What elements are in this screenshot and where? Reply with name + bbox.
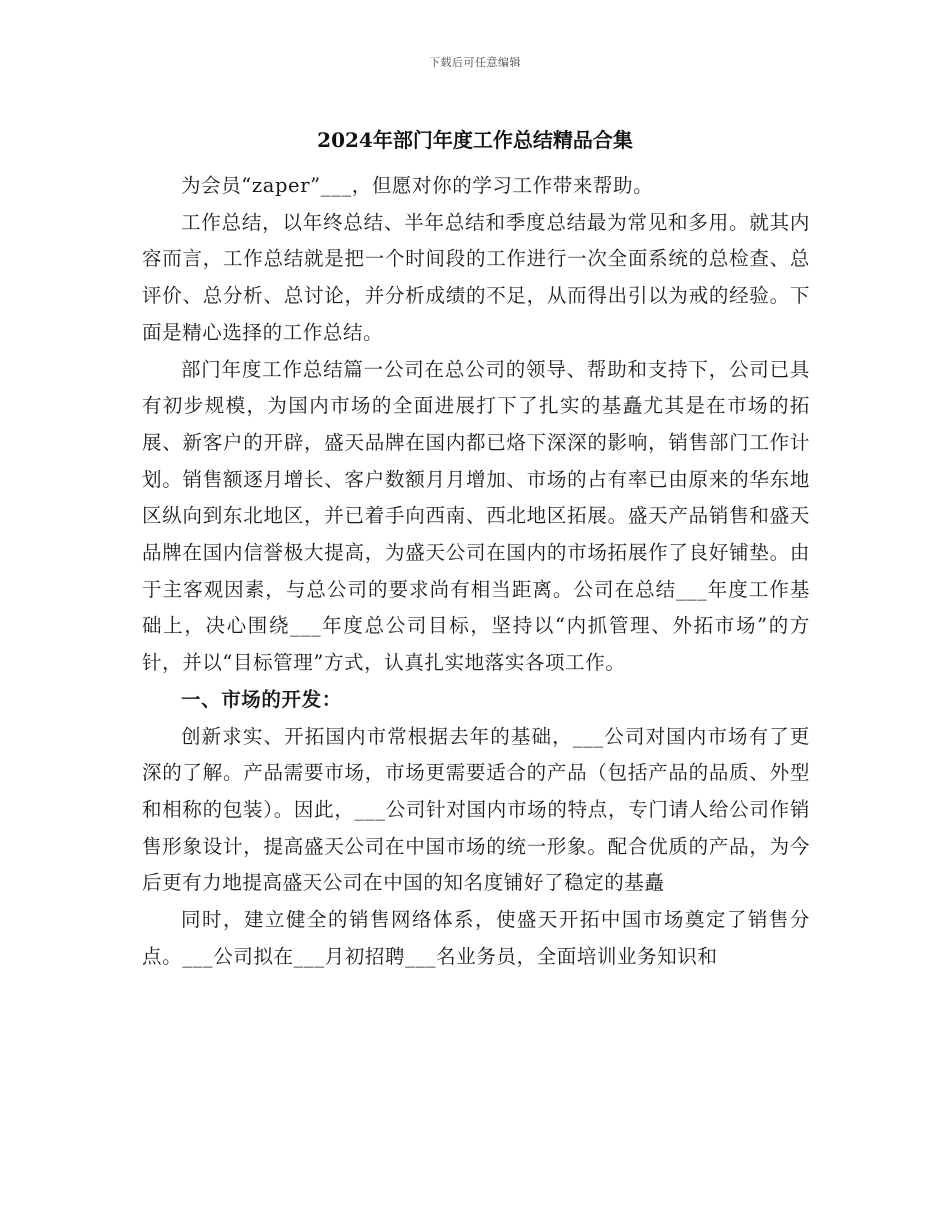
- paragraph-sales-network: 同时，建立健全的销售网络体系，使盛天开拓中国市场奠定了销售分点。___公司拟在___月初招聘___名业务员，全面培训业务知识和: [142, 908, 810, 968]
- paragraph-summary-definition: 工作总结，以年终总结、半年总结和季度总结最为常见和多用。就其内容而言，工作总结就是把一个时间段的工作进行一次全面系统的总检查、总评价、总分析、总讨论，并分析成绩的不足，从而得出引以为戒的经验。下面是精心选择的工作总结。: [142, 210, 810, 344]
- section-heading-market-development: 一、市场的开发：: [181, 687, 342, 711]
- document-title: 2024年部门年度工作总结精品合集: [317, 128, 633, 152]
- paragraph-market-innovation: 创新求实、开拓国内市常根据去年的基础，___公司对国内市场有了更深的了解。产品需要市场，市场更需要适合的产品（包括产品的品质、外型和相称的包装）。因此，___公司针对国内市场的特点，专门请人给公司作销售形象设计，提高盛天公司在中国市场的统一形象。配合优质的产品，为今后更有力地提高盛天公司在中国的知名度铺好了稳定的基矗: [142, 724, 810, 895]
- paragraph-intro: 为会员“zaper”___，但愿对你的学习工作带来帮助。: [181, 174, 654, 197]
- document-body: [142, 168, 810, 975]
- header-note: 下载后可任意编辑: [429, 56, 521, 69]
- paragraph-part-one: 部门年度工作总结篇一公司在总公司的领导、帮助和支持下，公司已具有初步规模，为国内市场的全面进展打下了扎实的基矗尤其是在市场的拓展、新客户的开辟，盛天品牌在国内都已烙下深深的影响，销售部门工作计划。销售额逐月增长、客户数额月月增加、市场的占有率已由原来的华东地区纵向到东北地区，并已着手向西南、西北地区拓展。盛天产品销售和盛天品牌在国内信誉极大提高，为盛天公司在国内的市场拓展作了良好铺垫。由于主客观因素，与总公司的要求尚有相当距离。公司在总结___年度工作基础上，决心围绕___年度总公司目标，坚持以“内抓管理、外拓市场”的方针，并以“目标管理”方式，认真扎实地落实各项工作。: [142, 357, 810, 675]
